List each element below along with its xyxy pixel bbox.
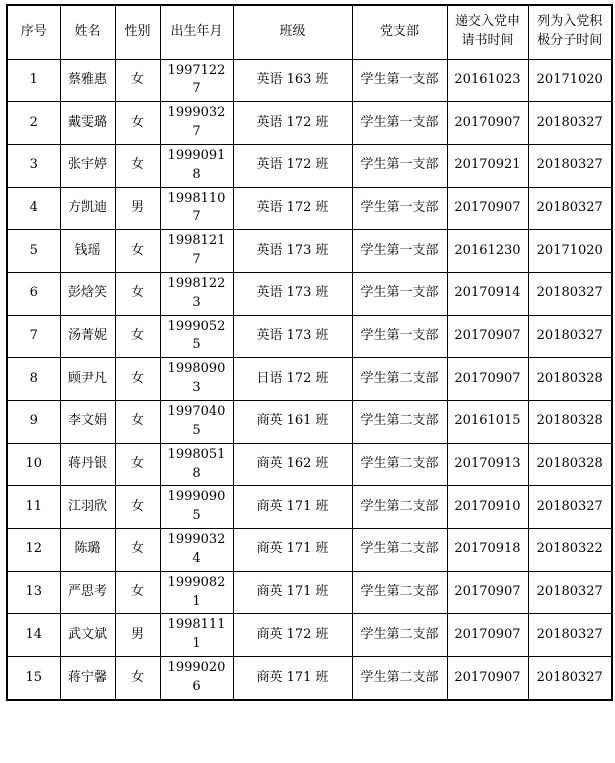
table-cell: 20180327 (528, 657, 612, 700)
table-cell: 女 (115, 571, 160, 614)
table-cell: 女 (115, 657, 160, 700)
table-cell: 女 (115, 443, 160, 486)
table-cell: 2 (7, 102, 60, 145)
table-cell: 20170910 (447, 486, 528, 529)
table-cell: 15 (7, 657, 60, 700)
table-cell: 19980903 (160, 358, 233, 401)
table-cell: 10 (7, 443, 60, 486)
table-cell: 女 (115, 486, 160, 529)
table-cell: 张宇婷 (60, 144, 115, 187)
table-cell: 20180327 (528, 486, 612, 529)
table-row (7, 315, 612, 358)
table-cell: 商英 171 班 (233, 529, 352, 572)
table-cell: 19990525 (160, 315, 233, 358)
table-row (7, 529, 612, 572)
table-cell: 学生第二支部 (352, 401, 447, 444)
table-cell: 20180328 (528, 358, 612, 401)
table-cell: 钱瑶 (60, 230, 115, 273)
table-cell: 严思考 (60, 571, 115, 614)
table-cell: 商英 162 班 (233, 443, 352, 486)
table-cell: 陈璐 (60, 529, 115, 572)
table-cell: 20180327 (528, 144, 612, 187)
table-row (7, 486, 612, 529)
table-cell: 20170907 (447, 571, 528, 614)
table-row (7, 230, 612, 273)
table-cell: 20180328 (528, 401, 612, 444)
table-header-row (7, 5, 612, 59)
table-cell: 19980518 (160, 443, 233, 486)
table-cell: 学生第一支部 (352, 102, 447, 145)
table-cell: 男 (115, 187, 160, 230)
table-cell: 20161015 (447, 401, 528, 444)
table-cell: 学生第二支部 (352, 529, 447, 572)
table-row (7, 187, 612, 230)
table-cell: 女 (115, 401, 160, 444)
table-cell: 学生第二支部 (352, 657, 447, 700)
table-row (7, 272, 612, 315)
table-cell: 英语 172 班 (233, 102, 352, 145)
table-cell: 李文娟 (60, 401, 115, 444)
table-cell: 19981107 (160, 187, 233, 230)
column-header-7: 列为入党积极分子时间 (528, 5, 612, 59)
table-cell: 汤菁妮 (60, 315, 115, 358)
table-cell: 学生第二支部 (352, 571, 447, 614)
table-cell: 英语 172 班 (233, 144, 352, 187)
table-cell: 20180327 (528, 102, 612, 145)
table-cell: 商英 161 班 (233, 401, 352, 444)
table-cell: 英语 173 班 (233, 315, 352, 358)
table-cell: 20161023 (447, 59, 528, 102)
table-cell: 学生第二支部 (352, 614, 447, 657)
table-cell: 女 (115, 144, 160, 187)
table-cell: 学生第一支部 (352, 230, 447, 273)
table-cell: 学生第一支部 (352, 59, 447, 102)
table-cell: 20171020 (528, 230, 612, 273)
table-cell: 20180327 (528, 272, 612, 315)
table-cell: 20171020 (528, 59, 612, 102)
table-cell: 12 (7, 529, 60, 572)
table-cell: 19981223 (160, 272, 233, 315)
table-cell: 日语 172 班 (233, 358, 352, 401)
table-cell: 女 (115, 529, 160, 572)
table-row (7, 614, 612, 657)
table-cell: 20180327 (528, 614, 612, 657)
table-cell: 20170907 (447, 657, 528, 700)
table-cell: 19990206 (160, 657, 233, 700)
table-cell: 9 (7, 401, 60, 444)
table-cell: 学生第一支部 (352, 187, 447, 230)
table-cell: 英语 173 班 (233, 272, 352, 315)
table-cell: 学生第二支部 (352, 358, 447, 401)
table-cell: 英语 173 班 (233, 230, 352, 273)
table-cell: 蔡雅惠 (60, 59, 115, 102)
table-cell: 3 (7, 144, 60, 187)
table-cell: 19990327 (160, 102, 233, 145)
table-cell: 20170914 (447, 272, 528, 315)
table-cell: 20170907 (447, 187, 528, 230)
table-cell: 男 (115, 614, 160, 657)
table-cell: 4 (7, 187, 60, 230)
table-cell: 彭焓笑 (60, 272, 115, 315)
table-row (7, 571, 612, 614)
table-cell: 19990324 (160, 529, 233, 572)
table-row (7, 59, 612, 102)
column-header-4: 班级 (233, 5, 352, 59)
table-cell: 顾尹凡 (60, 358, 115, 401)
table-cell: 商英 171 班 (233, 486, 352, 529)
table-cell: 19990821 (160, 571, 233, 614)
table-row (7, 144, 612, 187)
table-cell: 7 (7, 315, 60, 358)
table-cell: 女 (115, 315, 160, 358)
table-cell: 女 (115, 230, 160, 273)
table-cell: 20170907 (447, 358, 528, 401)
table-cell: 20170921 (447, 144, 528, 187)
table-cell: 女 (115, 102, 160, 145)
table-cell: 19981111 (160, 614, 233, 657)
table-cell: 20180327 (528, 187, 612, 230)
table-cell: 英语 163 班 (233, 59, 352, 102)
table-cell: 女 (115, 272, 160, 315)
table-cell: 学生第二支部 (352, 443, 447, 486)
table-cell: 13 (7, 571, 60, 614)
table-cell: 1 (7, 59, 60, 102)
column-header-5: 党支部 (352, 5, 447, 59)
table-cell: 19990918 (160, 144, 233, 187)
table-cell: 女 (115, 358, 160, 401)
table-row (7, 102, 612, 145)
table-cell: 方凯迪 (60, 187, 115, 230)
table-cell: 20180327 (528, 571, 612, 614)
table-cell: 20170918 (447, 529, 528, 572)
table-cell: 学生第一支部 (352, 144, 447, 187)
table-cell: 武文斌 (60, 614, 115, 657)
table-cell: 14 (7, 614, 60, 657)
table-cell: 商英 172 班 (233, 614, 352, 657)
table-cell: 学生第二支部 (352, 486, 447, 529)
table-cell: 8 (7, 358, 60, 401)
column-header-1: 姓名 (60, 5, 115, 59)
roster-table (6, 4, 613, 701)
table-cell: 戴雯璐 (60, 102, 115, 145)
table-cell: 学生第一支部 (352, 272, 447, 315)
table-cell: 19981217 (160, 230, 233, 273)
table-row (7, 358, 612, 401)
table-cell: 11 (7, 486, 60, 529)
table-cell: 20180322 (528, 529, 612, 572)
table-cell: 蒋丹银 (60, 443, 115, 486)
table-row (7, 443, 612, 486)
table-cell: 商英 171 班 (233, 657, 352, 700)
column-header-6: 递交入党申请书时间 (447, 5, 528, 59)
table-cell: 江羽欣 (60, 486, 115, 529)
table-row (7, 401, 612, 444)
table-cell: 女 (115, 59, 160, 102)
table-cell: 19990905 (160, 486, 233, 529)
table-cell: 20180327 (528, 315, 612, 358)
table-cell: 19971227 (160, 59, 233, 102)
table-cell: 商英 171 班 (233, 571, 352, 614)
table-cell: 20170913 (447, 443, 528, 486)
table-cell: 20161230 (447, 230, 528, 273)
table-cell: 6 (7, 272, 60, 315)
table-cell: 19970405 (160, 401, 233, 444)
table-cell: 学生第一支部 (352, 315, 447, 358)
table-cell: 英语 172 班 (233, 187, 352, 230)
table-cell: 蒋宁馨 (60, 657, 115, 700)
table-cell: 20180328 (528, 443, 612, 486)
table-cell: 20170907 (447, 102, 528, 145)
table-cell: 20170907 (447, 315, 528, 358)
column-header-0: 序号 (7, 5, 60, 59)
table-cell: 5 (7, 230, 60, 273)
column-header-2: 性别 (115, 5, 160, 59)
table-row (7, 657, 612, 700)
table-cell: 20170907 (447, 614, 528, 657)
column-header-3: 出生年月 (160, 5, 233, 59)
